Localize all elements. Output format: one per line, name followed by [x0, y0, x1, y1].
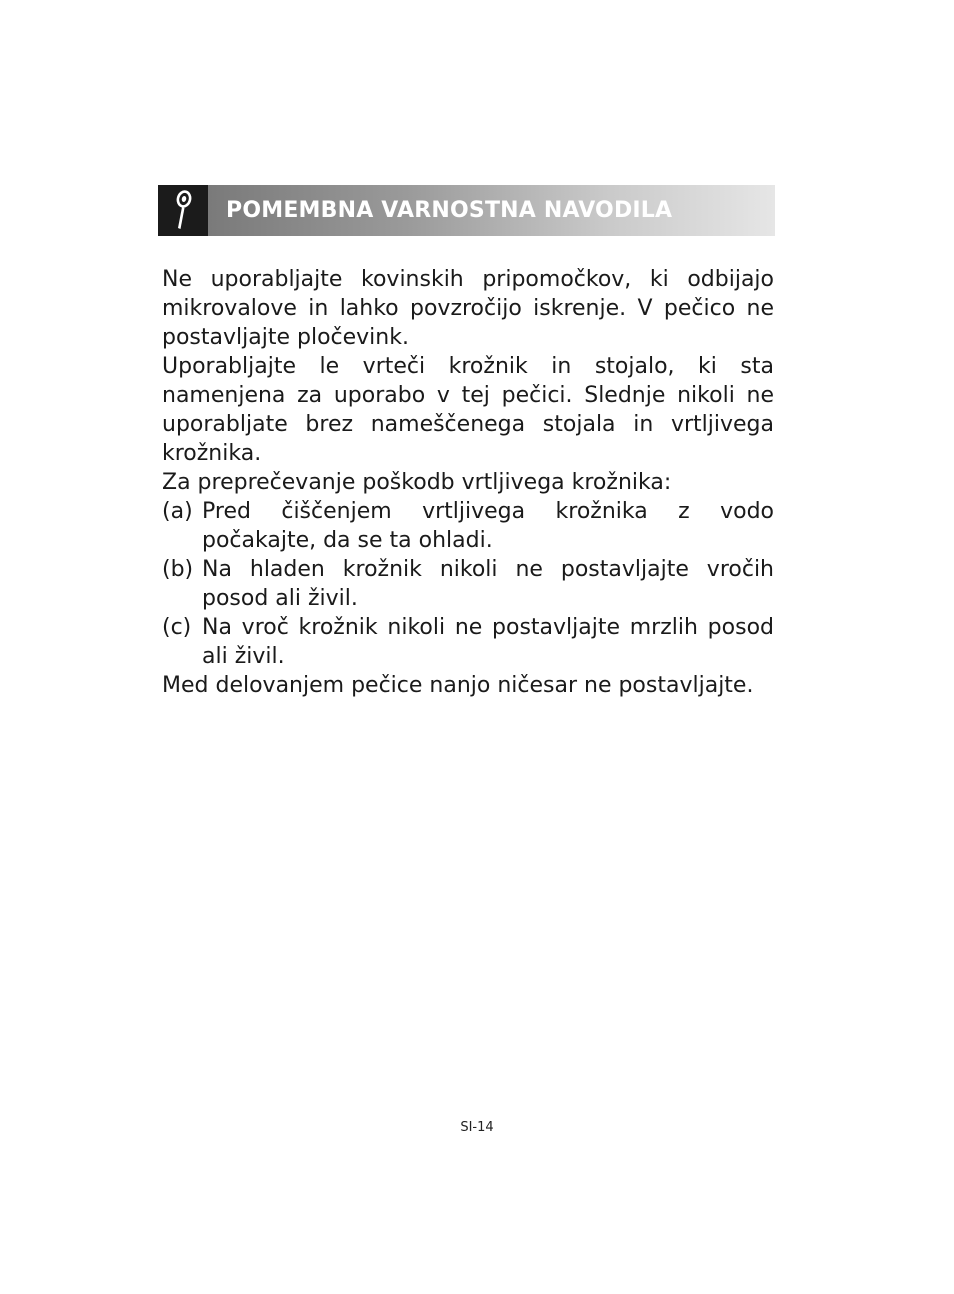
paragraph: Uporabljajte le vrteči krožnik in stojalo, ki sta namenjena za uporabo v tej pečici. Slednje nikoli ne uporabljate brez nameščenega stojala in vrtljivega krožnika. — [162, 354, 774, 466]
list-item — [162, 555, 774, 613]
list-item-label: (c) — [162, 615, 192, 640]
instructions-body — [162, 265, 774, 700]
section-header — [158, 185, 775, 236]
list-item — [162, 497, 774, 555]
info-pin-icon — [171, 190, 195, 232]
paragraph: Za preprečevanje poškodb vrtljivega krožnika: — [162, 470, 672, 495]
paragraph: Ne uporabljajte kovinskih pripomočkov, ki odbijajo mikrovalove in lahko povzročijo iskrenje. V pečico ne postavljajte pločevink. — [162, 267, 774, 350]
header-title-box — [208, 185, 775, 236]
section-title: POMEMBNA VARNOSTNA NAVODILA — [226, 198, 673, 223]
paragraph: Med delovanjem pečice nanjo ničesar ne postavljajte. — [162, 673, 754, 698]
list-item — [162, 613, 774, 671]
header-icon-box — [158, 185, 208, 236]
page-number: SI-14 — [460, 1120, 494, 1135]
list-item-text: Na vroč krožnik nikoli ne postavljajte mrzlih posod ali živil. — [202, 615, 774, 669]
list-item-label: (b) — [162, 557, 194, 582]
list-item-text: Na hladen krožnik nikoli ne postavljajte vročih posod ali živil. — [202, 557, 774, 611]
list-item-label: (a) — [162, 499, 193, 524]
list-item-text: Pred čiščenjem vrtljivega krožnika z vodo počakajte, da se ta ohladi. — [202, 499, 774, 553]
